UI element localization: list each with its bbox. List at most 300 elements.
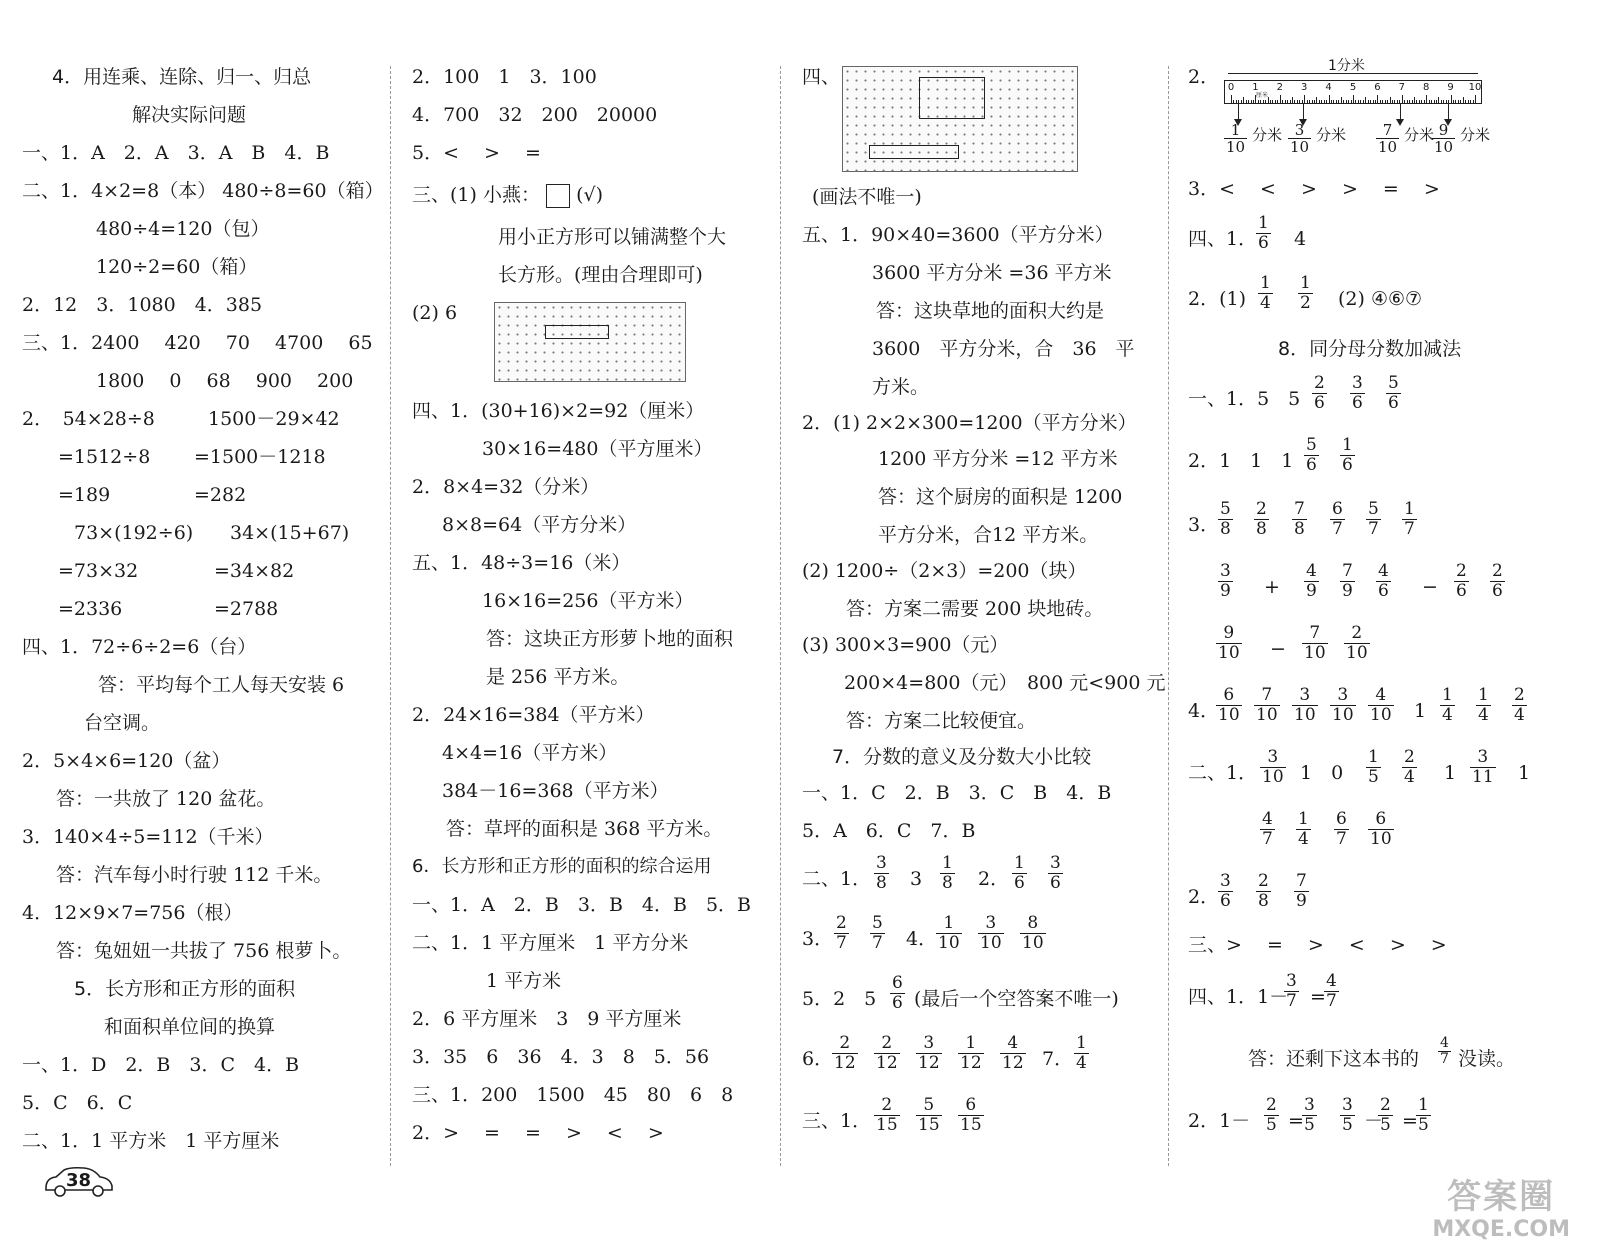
ruler-tick <box>1370 100 1371 103</box>
ruler-tick <box>1390 97 1391 103</box>
fraction-unit: 分米 <box>1316 126 1347 144</box>
fraction: $\frac{3}{10}$ <box>1294 685 1316 725</box>
answer-line: 二、1． <box>802 868 872 890</box>
ruler-tick <box>1421 100 1422 103</box>
ruler-tick <box>1412 100 1413 103</box>
fraction: $\frac{1}{4}$ <box>1260 273 1271 313</box>
section-title: 8．同分母分数加减法 <box>1278 338 1462 360</box>
answer-line: 4． <box>1188 700 1220 722</box>
ruler-number: 6 <box>1374 82 1381 93</box>
fraction: $\frac{4}{6}$ <box>1378 561 1389 601</box>
fraction: $\frac{5}{6}$ <box>1388 373 1399 413</box>
answer-line: 1500－29×42 <box>208 408 340 430</box>
answer-line: 答：一共放了 120 盆花。 <box>56 788 276 810</box>
ruler-tick <box>1460 100 1461 103</box>
ruler-number: 0 <box>1227 82 1235 93</box>
fraction: $\frac{3}{8}$ <box>876 853 887 893</box>
answer-line: 一、1．A 2．A 3．A B 4．B <box>22 142 330 164</box>
ruler-tick <box>1277 100 1278 103</box>
ruler-tick <box>1463 97 1464 103</box>
ruler-tick <box>1265 100 1266 103</box>
answer-line: (画法不唯一) <box>812 186 922 208</box>
answer-line: 2．24×16=384（平方米） <box>412 704 655 726</box>
fraction: $\frac{7}{10}$ <box>1304 623 1326 663</box>
answer-line: 34×(15+67) <box>230 522 350 544</box>
fraction: $\frac{3}{6}$ <box>1050 853 1061 893</box>
answer-line: 3． <box>1188 514 1220 536</box>
ruler-tick <box>1419 100 1420 103</box>
ruler-tick <box>1343 100 1344 103</box>
answer-line: 8×8=64（平方分米） <box>442 514 637 536</box>
fraction: $\frac{3}{11}$ <box>1472 747 1494 787</box>
answer-line: 用小正方形可以铺满整个大 <box>498 226 727 248</box>
answer-line: 长方形。(理由合理即可) <box>498 264 703 286</box>
fraction: $\frac{2}{6}$ <box>1492 561 1503 601</box>
ruler <box>1224 80 1482 104</box>
ruler-tick <box>1453 100 1454 103</box>
fraction: $\frac{1}{8}$ <box>942 853 953 893</box>
ruler-tick <box>1446 100 1447 103</box>
ruler-tick <box>1431 100 1432 103</box>
ruler-tick <box>1287 100 1288 103</box>
fraction: $\frac{6}{10}$ <box>1370 809 1392 849</box>
ruler-tick <box>1341 97 1342 103</box>
fraction: $\frac{3}{5}$ <box>1304 1095 1315 1135</box>
ruler-tick <box>1407 100 1408 103</box>
ruler-tick <box>1375 100 1376 103</box>
fraction: $\frac{2}{10}$ <box>1346 623 1368 663</box>
ruler-tick <box>1473 100 1474 103</box>
answer-line: =34×82 <box>214 560 295 582</box>
fraction: $\frac{2}{12}$ <box>876 1033 898 1073</box>
drawn-rectangle <box>545 325 609 339</box>
fraction: $\frac{1}{10}$ <box>938 913 960 953</box>
ruler-tick <box>1373 100 1374 103</box>
answer-text: 三、(1) 小燕： <box>412 184 540 206</box>
answer-line: (最后一个空答案不唯一) <box>914 988 1119 1010</box>
operator: − <box>1422 576 1438 598</box>
drawn-rectangle <box>869 145 959 159</box>
answer-line: 答：兔妞妞一共拔了 756 根萝卜。 <box>56 940 352 962</box>
answer-line: 7． <box>1042 1048 1074 1070</box>
fraction: $\frac{4}{7}$ <box>1262 809 1273 849</box>
ruler-unit: 厘米 <box>1255 92 1269 99</box>
ruler-tick <box>1338 100 1339 103</box>
ruler-tick <box>1394 100 1395 103</box>
answer-line: 二、1．1 平方厘米 1 平方分米 <box>412 932 689 954</box>
answer-line: = <box>1310 986 1326 1008</box>
ruler-tick <box>1429 100 1430 103</box>
answer-line: 3．140×4÷5=112（千米） <box>22 826 274 848</box>
fraction: $\frac{5}{15}$ <box>918 1095 940 1135</box>
ruler-tick <box>1312 100 1313 103</box>
ruler-tick <box>1470 100 1471 103</box>
ruler-tick <box>1351 100 1352 103</box>
ruler-tick <box>1346 100 1347 103</box>
answer-line: 384－16=368（平方米） <box>442 780 669 802</box>
answer-line: 答：汽车每小时行驶 112 千米。 <box>56 864 333 886</box>
answer-line: 一、1．A 2．B 3．B 4．B 5．B <box>412 894 752 916</box>
fraction: $\frac{3}{10}$ <box>1332 685 1354 725</box>
ruler-tick <box>1377 95 1378 103</box>
fraction: $\frac{3}{7}$ <box>1286 971 1297 1011</box>
ruler-tick <box>1299 100 1300 103</box>
answer-line: 2． 54×28÷8 <box>22 408 155 430</box>
ruler-tick <box>1348 100 1349 103</box>
ruler-tick <box>1475 95 1476 103</box>
fraction: $\frac{5}{6}$ <box>1306 435 1317 475</box>
ruler-tick <box>1414 97 1415 103</box>
fraction: $\frac{4}{7}$ <box>1440 1035 1449 1067</box>
answer-line: 1 <box>1518 762 1531 784</box>
answer-line <box>412 182 603 208</box>
answer-line: (3) 300×3=900（元） <box>802 634 1009 656</box>
answer-line: =1512÷8 <box>58 446 151 468</box>
fraction-unit: 分米 <box>1404 126 1435 144</box>
ruler-tick <box>1294 100 1295 103</box>
ruler-tick <box>1243 97 1244 103</box>
fraction: $\frac{2}{15}$ <box>876 1095 898 1135</box>
answer-line: 1200 平方分米 =12 平方米 <box>878 448 1118 470</box>
answer-line: 二、1．4×2=8（本） 480÷8=60（箱） <box>22 180 384 202</box>
ruler-tick <box>1336 100 1337 103</box>
answer-line: (2) ④⑥⑦ <box>1338 288 1423 310</box>
fraction: $\frac{2}{7}$ <box>836 913 847 953</box>
ruler-tick <box>1251 100 1252 103</box>
fraction: $\frac{1}{7}$ <box>1404 499 1415 539</box>
ruler-tick <box>1241 100 1242 103</box>
answer-line: = <box>1402 1110 1418 1132</box>
ruler-tick <box>1309 100 1310 103</box>
page-number: 38 <box>66 1170 92 1191</box>
answer-line: 2．8×4=32（分米） <box>412 476 600 498</box>
ruler-tick <box>1426 95 1427 103</box>
ruler-tick <box>1455 100 1456 103</box>
answer-line: 3． <box>802 928 834 950</box>
ruler-tick <box>1331 100 1332 103</box>
fraction: $\frac{2}{8}$ <box>1256 499 1267 539</box>
fraction: $\frac{1}{4}$ <box>1478 685 1489 725</box>
ruler-tick <box>1443 100 1444 103</box>
ruler-number: 2 <box>1276 82 1283 93</box>
answer-line: 1 <box>1414 700 1427 722</box>
answer-line: 2．(1) <box>1188 288 1247 310</box>
fraction: $\frac{5}{8}$ <box>1220 499 1231 539</box>
ruler-tick <box>1465 100 1466 103</box>
ruler-tick <box>1270 100 1271 103</box>
ruler-tick <box>1360 100 1361 103</box>
fraction: $\frac{7}{10}$ <box>1256 685 1278 725</box>
ruler-tick <box>1297 100 1298 103</box>
answer-line: 1800 0 68 900 200 <box>96 370 354 392</box>
ruler-tick <box>1387 100 1388 103</box>
fraction: $\frac{3}{9}$ <box>1220 561 1231 601</box>
ruler-tick <box>1246 100 1247 103</box>
ruler-number: 10 <box>1468 82 1482 93</box>
ruler-label: 1分米 <box>1328 58 1365 74</box>
fraction: $\frac{1}{6}$ <box>1014 853 1025 893</box>
answer-line: 答：还剩下这本书的 <box>1248 1048 1420 1070</box>
answer-line: 2．100 1 3．100 <box>412 66 597 88</box>
ruler-number: 1 <box>1252 82 1259 93</box>
answer-line: 四、1． <box>1188 228 1258 250</box>
fraction: $\frac{4}{7}$ <box>1326 971 1337 1011</box>
ruler-tick <box>1272 100 1273 103</box>
ruler-tick <box>1314 100 1315 103</box>
answer-line: 答：草坪的面积是 368 平方米。 <box>446 818 723 840</box>
ruler-tick <box>1263 100 1264 103</box>
fraction: $\frac{4}{12}$ <box>1002 1033 1024 1073</box>
answer-line: 6． <box>802 1048 834 1070</box>
ruler-tick <box>1436 100 1437 103</box>
answer-line: =1500－1218 <box>194 446 326 468</box>
answer-line: 答：这块正方形萝卜地的面积 <box>486 628 734 650</box>
answer-line: 三、1．200 1500 45 80 6 8 <box>412 1084 734 1106</box>
answer-line: (2) 1200÷（2×3）=200（块） <box>802 560 1087 582</box>
ruler-tick <box>1316 97 1317 103</box>
answer-line: 3600 平方分米，合 36 平 <box>872 338 1135 360</box>
ruler-tick <box>1282 100 1283 103</box>
ruler-tick <box>1321 100 1322 103</box>
answer-line: 答：方案二需要 200 块地砖。 <box>846 598 1104 620</box>
fraction: $\frac{6}{15}$ <box>960 1095 982 1135</box>
ruler-tick <box>1365 97 1366 103</box>
drawn-square <box>919 77 985 119</box>
ruler-arrow <box>1448 104 1449 120</box>
ruler-tick <box>1231 95 1232 103</box>
ruler-number: 3 <box>1301 82 1308 93</box>
answer-line: 1 <box>1444 762 1457 784</box>
watermark-title: 答案圈 <box>1447 1177 1556 1217</box>
ruler-tick <box>1380 100 1381 103</box>
answer-line: 没读。 <box>1458 1048 1516 1070</box>
answer-line: 1 平方米 <box>486 970 562 992</box>
answer-line: 四、1．72÷6÷2=6（台） <box>22 636 257 658</box>
answer-line: 120÷2=60（箱） <box>96 256 258 278</box>
answer-line: 三、1．2400 420 70 4700 65 <box>22 332 373 354</box>
fraction: $\frac{7}{8}$ <box>1294 499 1305 539</box>
answer-line: 2． <box>978 868 1010 890</box>
answer-line: 2． <box>1188 66 1220 88</box>
answer-line: － <box>1364 1110 1384 1132</box>
answer-line: =2336 <box>58 598 123 620</box>
fraction: $\frac{6}{6}$ <box>892 973 903 1013</box>
ruler-tick <box>1468 100 1469 103</box>
ruler-tick <box>1324 100 1325 103</box>
answer-line: =2788 <box>214 598 279 620</box>
section-title: 5．长方形和正方形的面积 <box>74 978 296 1000</box>
ruler-tick <box>1285 100 1286 103</box>
answer-line: 2． <box>1188 886 1220 908</box>
ruler-tick <box>1409 100 1410 103</box>
answer-line: 方米。 <box>872 376 930 398</box>
section-title: 4．用连乘、连除、归一、归总 <box>52 66 312 88</box>
answer-line: (2) 6 <box>412 302 458 324</box>
answer-line: 30×16=480（平方厘米） <box>482 438 713 460</box>
column-divider <box>780 66 781 1166</box>
ruler-tick <box>1355 100 1356 103</box>
answer-line: 平方分米，合12 平方米。 <box>878 524 1099 546</box>
answer-line: =73×32 <box>58 560 139 582</box>
fraction: $\frac{2}{5}$ <box>1380 1095 1391 1135</box>
fraction: $\frac{1}{6}$ <box>1258 213 1269 253</box>
ruler-tick <box>1258 100 1259 103</box>
fraction: $\frac{3}{5}$ <box>1342 1095 1353 1135</box>
ruler-tick <box>1363 100 1364 103</box>
ruler-tick <box>1253 100 1254 103</box>
ruler-tick <box>1434 100 1435 103</box>
answer-line: 4．700 32 200 20000 <box>412 104 658 126</box>
answer-line: 5．C 6．C <box>22 1092 133 1114</box>
answer-line: 16×16=256（平方米） <box>482 590 694 612</box>
answer-line: 一、1．C 2．B 3．C B 4．B <box>802 782 1112 804</box>
answer-line: 三、> = > < > > <box>1188 934 1447 956</box>
ruler-tick <box>1416 100 1417 103</box>
fraction: $\frac{3}{6}$ <box>1352 373 1363 413</box>
answer-line: = <box>1288 1110 1304 1132</box>
operator: + <box>1264 576 1280 598</box>
answer-box <box>546 184 570 208</box>
fraction: $\frac{5}{7}$ <box>1368 499 1379 539</box>
fraction: $\frac{1}{6}$ <box>1342 435 1353 475</box>
ruler-tick <box>1248 100 1249 103</box>
answer-line: 480÷4=120（包） <box>96 218 270 240</box>
fraction-unit: 分米 <box>1252 126 1283 144</box>
answer-line: 73×(192÷6) <box>74 522 194 544</box>
answer-line: 3．35 6 36 4．3 8 5．56 <box>412 1046 710 1068</box>
fraction: $\frac{2}{4}$ <box>1514 685 1525 725</box>
fraction: $\frac{3}{10}$ <box>980 913 1002 953</box>
fraction: $\frac{1}{12}$ <box>960 1033 982 1073</box>
fraction: $\frac{2}{4}$ <box>1404 747 1415 787</box>
section-title: 和面积单位间的换算 <box>104 1016 276 1038</box>
dot-grid-figure <box>842 66 1078 172</box>
answer-line: 是 256 平方米。 <box>486 666 630 688</box>
ruler-tick <box>1275 100 1276 103</box>
answer-line: 3600 平方分米 =36 平方米 <box>872 262 1112 284</box>
operator: − <box>1270 638 1286 660</box>
fraction: $\frac{3}{10}$ <box>1290 121 1310 156</box>
answer-line: 4×4=16（平方米） <box>442 742 618 764</box>
ruler-tick <box>1441 100 1442 103</box>
fraction: $\frac{2}{5}$ <box>1266 1095 1277 1135</box>
ruler-tick <box>1238 100 1239 103</box>
watermark <box>1432 1177 1570 1243</box>
fraction: $\frac{3}{6}$ <box>1220 871 1231 911</box>
ruler-tick <box>1397 100 1398 103</box>
fraction: $\frac{3}{12}$ <box>918 1033 940 1073</box>
ruler-tick <box>1404 100 1405 103</box>
answer-line: 台空调。 <box>84 712 161 734</box>
answer-line: 四、 <box>802 66 841 88</box>
column-divider <box>1168 66 1169 1166</box>
fraction: $\frac{4}{9}$ <box>1306 561 1317 601</box>
ruler-tick <box>1424 100 1425 103</box>
ruler-tick <box>1368 100 1369 103</box>
answer-line: 四、1．1－ <box>1188 986 1289 1008</box>
ruler-number: 8 <box>1423 82 1430 93</box>
fraction-unit: 分米 <box>1460 126 1491 144</box>
fraction: $\frac{7}{9}$ <box>1296 871 1307 911</box>
ruler-tick <box>1319 100 1320 103</box>
fraction: $\frac{6}{7}$ <box>1332 499 1343 539</box>
fraction: $\frac{1}{4}$ <box>1298 809 1309 849</box>
ruler-tick <box>1448 100 1449 103</box>
fraction: $\frac{6}{10}$ <box>1218 685 1240 725</box>
watermark-url: MXQE.COM <box>1432 1217 1570 1242</box>
answer-line: 200×4=800（元） 800 元<900 元 <box>844 672 1166 694</box>
fraction: $\frac{2}{6}$ <box>1456 561 1467 601</box>
answer-line: 答：平均每个工人每天安装 6 <box>98 674 345 696</box>
fraction: $\frac{7}{9}$ <box>1342 561 1353 601</box>
answer-line: 答：这块草地的面积大约是 <box>876 300 1105 322</box>
ruler-tick <box>1326 100 1327 103</box>
answer-line: 2．5×4×6=120（盆） <box>22 750 231 772</box>
fraction: $\frac{8}{10}$ <box>1022 913 1044 953</box>
ruler-arrow <box>1303 104 1304 120</box>
section-title: 解决实际问题 <box>132 104 247 126</box>
ruler-tick <box>1385 100 1386 103</box>
fraction: $\frac{1}{10}$ <box>1226 121 1246 156</box>
fraction: $\frac{1}{4}$ <box>1442 685 1453 725</box>
fraction: $\frac{4}{10}$ <box>1370 685 1392 725</box>
answer-line: 二、1．1 平方米 1 平方厘米 <box>22 1130 280 1152</box>
ruler-tick <box>1233 100 1234 103</box>
fraction: $\frac{1}{5}$ <box>1418 1095 1429 1135</box>
ruler-number: 5 <box>1349 82 1357 93</box>
answer-line: 五、1．48÷3=16（米） <box>412 552 631 574</box>
ruler-tick <box>1392 100 1393 103</box>
section-title: 7．分数的意义及分数大小比较 <box>832 746 1092 768</box>
fraction: $\frac{1}{2}$ <box>1300 273 1311 313</box>
fraction: $\frac{5}{7}$ <box>872 913 883 953</box>
ruler-tick <box>1333 100 1334 103</box>
ruler-tick <box>1307 100 1308 103</box>
ruler-tick <box>1329 95 1330 103</box>
answer-line: 答：这个厨房的面积是 1200 <box>878 486 1123 508</box>
ruler-tick <box>1402 95 1403 103</box>
fraction: $\frac{6}{7}$ <box>1336 809 1347 849</box>
fraction: $\frac{2}{6}$ <box>1314 373 1325 413</box>
fraction: $\frac{1}{5}$ <box>1368 747 1379 787</box>
ruler-tick <box>1292 97 1293 103</box>
ruler-tick <box>1236 100 1237 103</box>
ruler-tick <box>1458 100 1459 103</box>
ruler-tick <box>1382 100 1383 103</box>
ruler-arrow <box>1400 104 1401 120</box>
answer-line: 4．12×9×7=756（根） <box>22 902 243 924</box>
ruler-number: 7 <box>1398 82 1405 93</box>
ruler-tick <box>1438 97 1439 103</box>
answer-line: 1 0 <box>1300 762 1344 784</box>
dot-grid-figure <box>494 302 686 382</box>
answer-line: 5．2 5 <box>802 988 877 1010</box>
answer-line: 一、1．5 5 <box>1188 388 1301 410</box>
answer-line: 一、1．D 2．B 3．C 4．B <box>22 1054 300 1076</box>
answer-line: 2．1 1 1 <box>1188 450 1294 472</box>
ruler-tick <box>1290 100 1291 103</box>
ruler-tick <box>1399 100 1400 103</box>
ruler-tick <box>1304 95 1305 103</box>
answer-line: 2．6 平方厘米 3 9 平方厘米 <box>412 1008 682 1030</box>
answer-line: 2．12 3．1080 4．385 <box>22 294 263 316</box>
ruler-tick <box>1451 95 1452 103</box>
ruler-number: 4 <box>1325 82 1332 93</box>
fraction: $\frac{7}{10}$ <box>1378 121 1398 156</box>
answer-line: 3 <box>910 868 923 890</box>
answer-line: 2．1－ <box>1188 1110 1251 1132</box>
answer-line: 5．A 6．C 7．B <box>802 820 976 842</box>
